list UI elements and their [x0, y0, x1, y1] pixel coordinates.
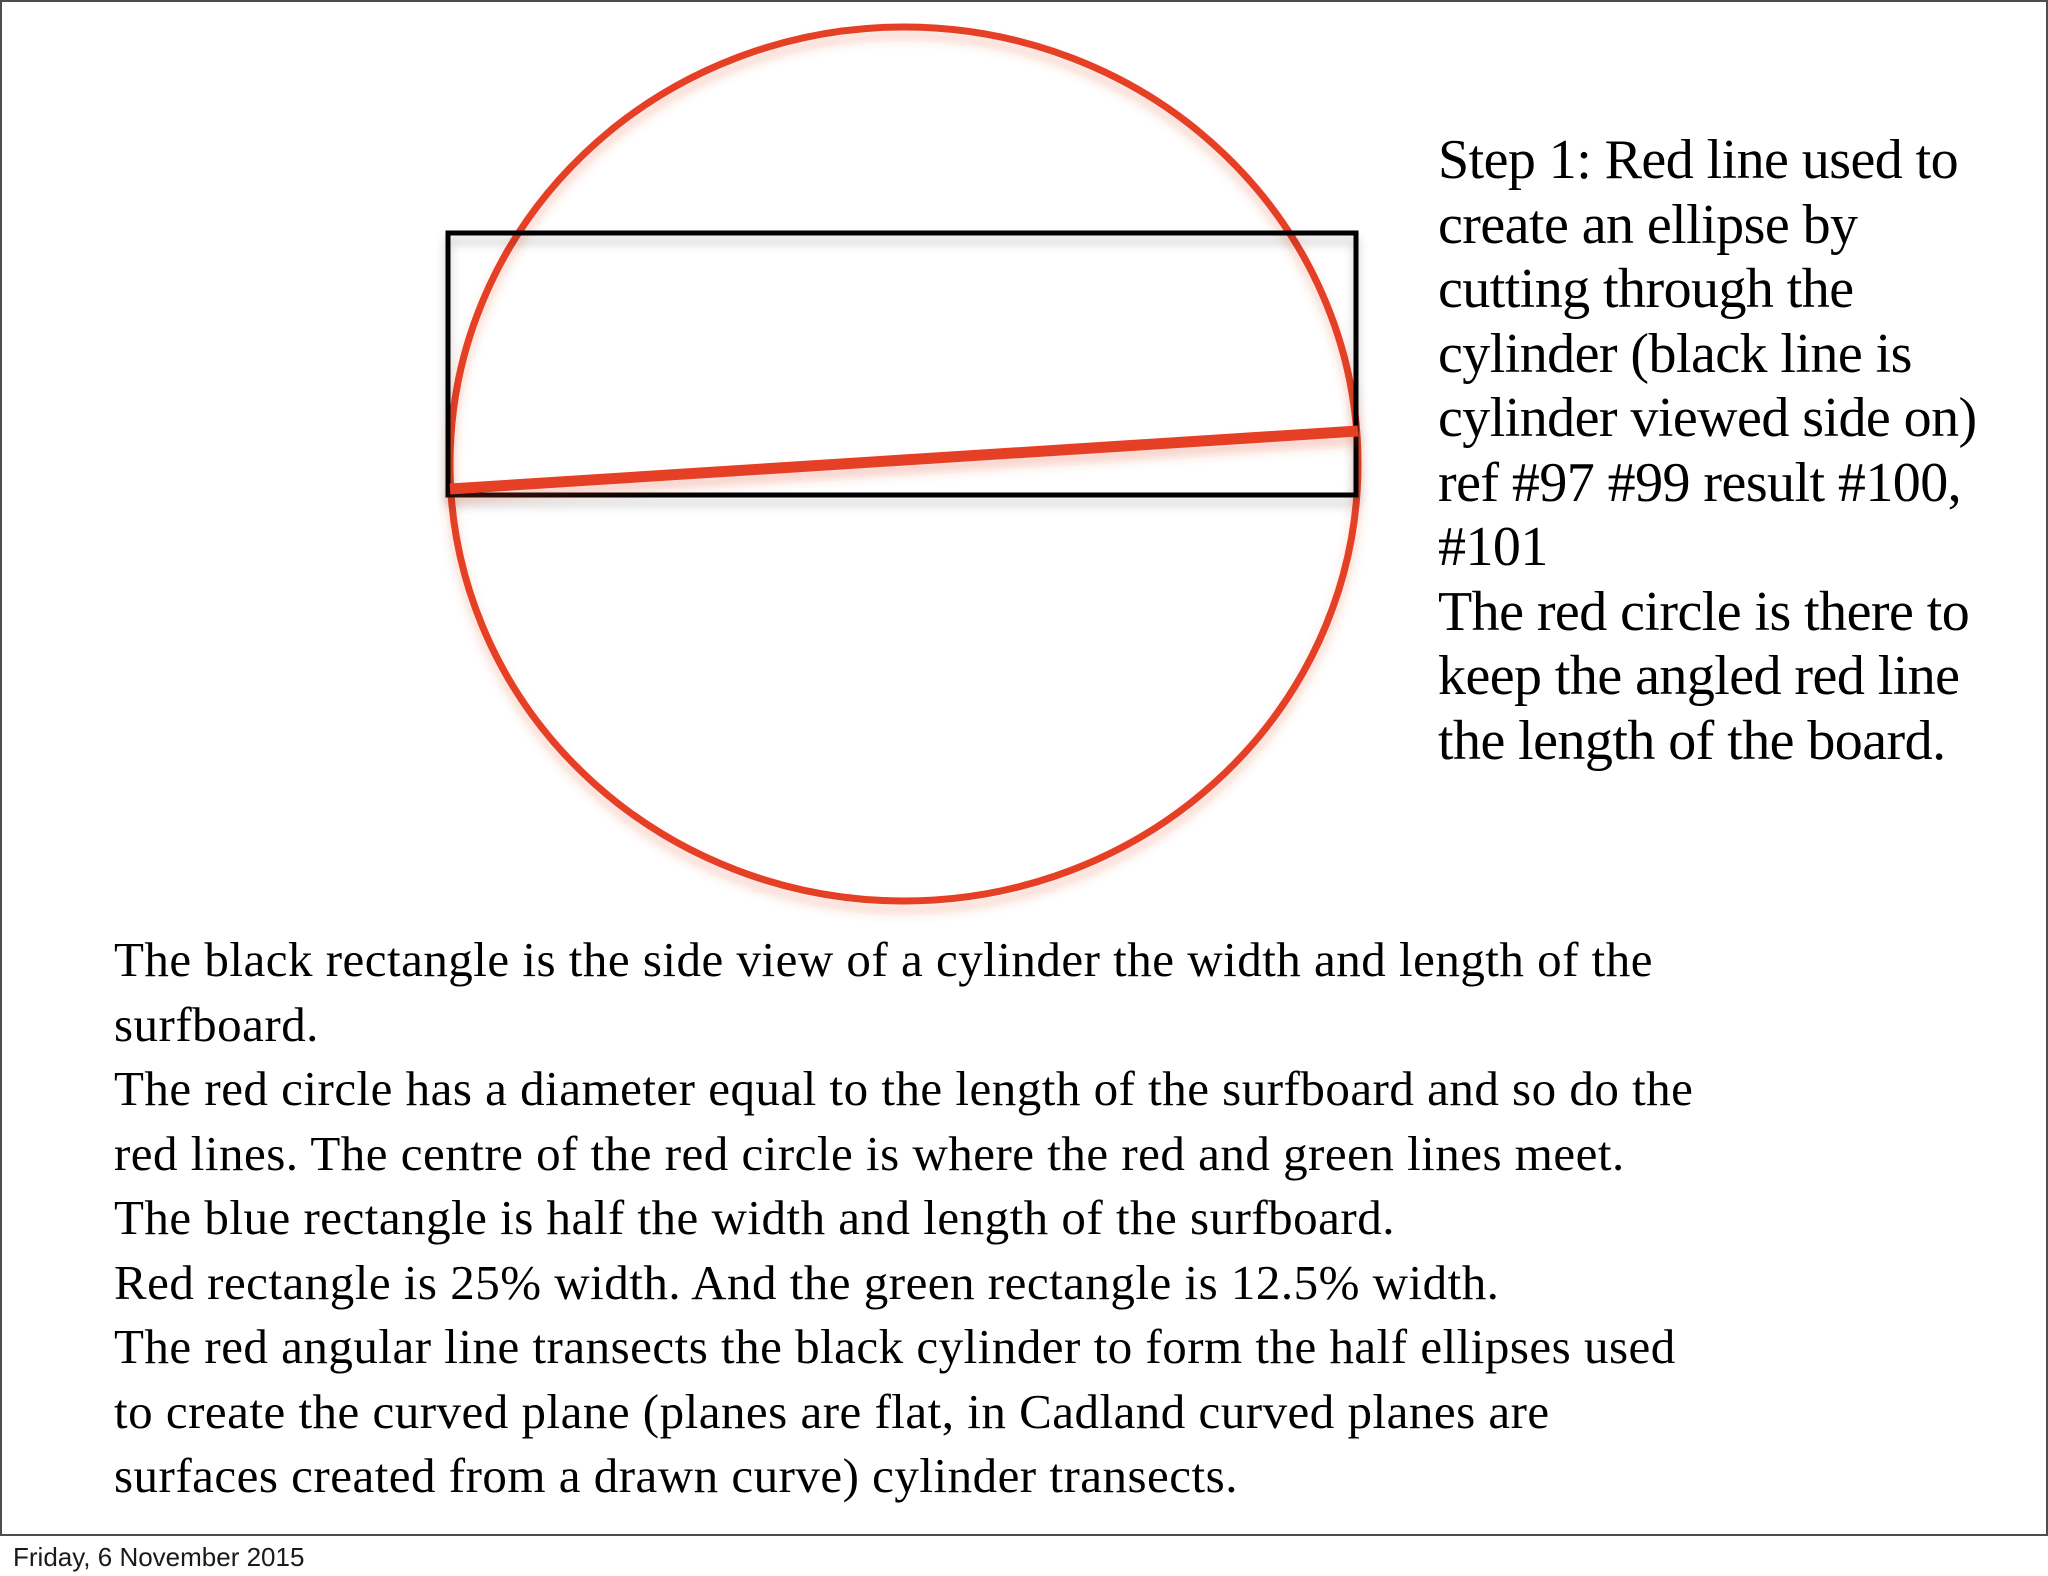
footer-date: Friday, 6 November 2015	[13, 1542, 305, 1572]
description-line: The blue rectangle is half the width and length of the surfboard.	[114, 1190, 1395, 1245]
step-note-line: cutting through the	[1438, 258, 1854, 320]
step-note	[1438, 128, 1977, 773]
step-note-line: the length of the board.	[1438, 709, 1946, 772]
step-note-line: The red circle is there to	[1438, 580, 1970, 643]
description-line: surfaces created from a drawn curve) cylinder transects.	[114, 1448, 1238, 1503]
description-line: The red angular line transects the black cylinder to form the half ellipses used	[114, 1319, 1676, 1374]
description-line: Red rectangle is 25% width. And the green rectangle is 12.5% width.	[114, 1254, 1500, 1310]
description-text	[114, 928, 1693, 1509]
step-note-line: Step 1: Red line used to	[1438, 129, 1959, 191]
step-note-line: cylinder (black line is	[1438, 322, 1912, 385]
step-note-line: keep the angled red line	[1438, 645, 1960, 707]
description-line: red lines. The centre of the red circle is where the red and green lines meet.	[114, 1125, 1625, 1181]
step-note-line: cylinder viewed side on)	[1438, 387, 1977, 449]
step-note-line: ref #97 #99 result #100,	[1438, 451, 1962, 514]
step-note-line: create an ellipse by	[1438, 193, 1858, 256]
description-line: The red circle has a diameter equal to the length of the surfboard and so do the	[114, 1061, 1694, 1116]
description-line: The black rectangle is the side view of a cylinder the width and length of the	[114, 932, 1654, 987]
step-note-line: #101	[1438, 516, 1548, 578]
description-line: surfboard.	[114, 996, 319, 1052]
description-line: to create the curved plane (planes are flat, in Cadland curved planes are	[114, 1383, 1550, 1439]
